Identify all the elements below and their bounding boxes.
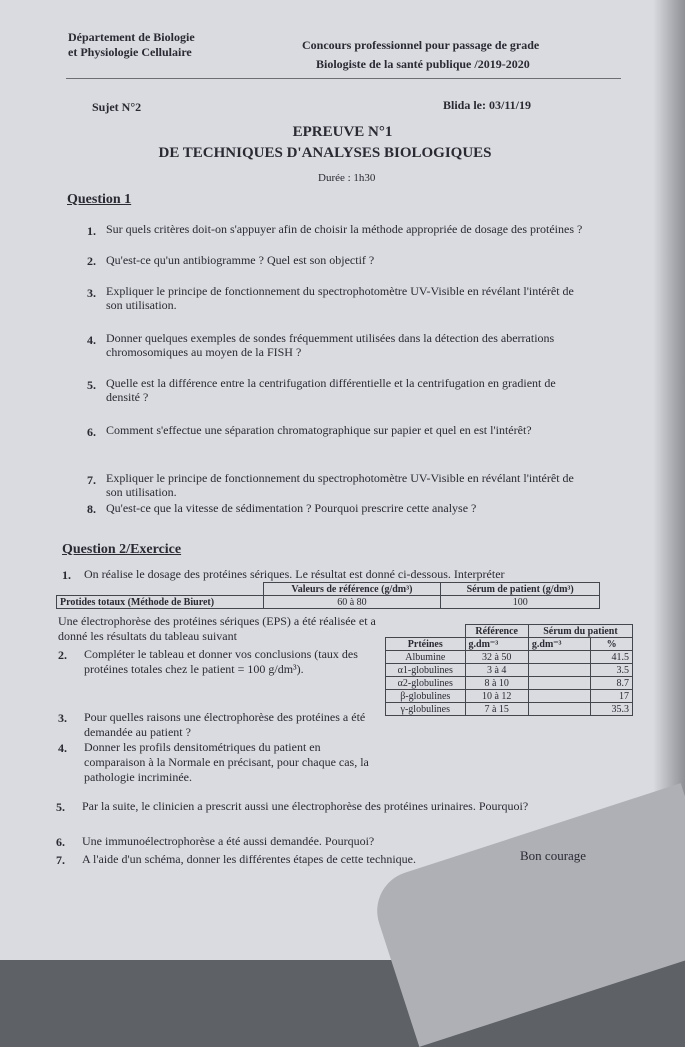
q2-item7-number: 7. xyxy=(56,853,65,867)
exam-title-line2: DE TECHNIQUES D'ANALYSES BIOLOGIQUES xyxy=(158,145,492,161)
closing-text: Bon courage xyxy=(520,848,587,863)
header-rule xyxy=(66,78,621,79)
table2-col-patient: Sérum du patient xyxy=(528,625,632,638)
q1-item-text: Qu'est-ce que la vitesse de sédimentation ? Pourquoi prescrire cette analyse ? xyxy=(106,501,477,515)
question2-heading: Question 2/Exercice xyxy=(62,542,182,557)
q2-item4-number: 4. xyxy=(58,741,67,755)
q1-item-text: Expliquer le principe de fonctionnement du spectrophotomètre UV-Visible en révélant l'intérêt de son utilisation. xyxy=(106,471,574,499)
protein-name: β-globulines xyxy=(386,690,466,703)
table-row xyxy=(386,664,633,677)
table-row xyxy=(386,677,633,690)
protein-name: γ-globulines xyxy=(386,703,466,716)
table1-ref-value: 60 à 80 xyxy=(263,596,441,609)
protein-ref: 32 à 50 xyxy=(465,651,528,664)
page-curl xyxy=(367,783,685,1047)
exam-title-line1: EPREUVE N°1 xyxy=(292,124,393,140)
q1-item-text: Donner quelques exemples de sondes fréquemment utilisées dans la détection des aberrations chromosomiques au moyen de la FISH ? xyxy=(106,331,555,359)
table2-unit-pct: % xyxy=(591,638,633,651)
table1-row-label: Protides totaux (Méthode de Biuret) xyxy=(57,596,264,609)
table1-col-ref: Valeurs de référence (g/dm³) xyxy=(263,583,441,596)
q2-item2-text: Compléter le tableau et donner vos conclusions (taux des protéines totales chez le patient = 100 g/dm³). xyxy=(84,647,358,676)
place-date: Blida le: 03/11/19 xyxy=(443,98,532,112)
question1-heading: Question 1 xyxy=(67,192,132,207)
q2-item6-number: 6. xyxy=(56,835,65,849)
exam-duration: Durée : 1h30 xyxy=(318,172,376,184)
q2-item3-text: Pour quelles raisons une électrophorèse des protéines a été demandée au patient ? xyxy=(84,710,366,739)
table1-patient-value: 100 xyxy=(441,596,600,609)
protein-name: α1-globulines xyxy=(386,664,466,677)
protein-gdm xyxy=(528,664,590,677)
table-row xyxy=(386,690,633,703)
protein-pct: 17 xyxy=(591,690,633,703)
q2-item3-number: 3. xyxy=(58,711,67,725)
protein-gdm xyxy=(528,651,590,664)
protein-gdm xyxy=(528,677,590,690)
q2-item7-text: A l'aide d'un schéma, donner les différentes étapes de cette technique. xyxy=(82,852,416,866)
protein-ref: 3 à 4 xyxy=(465,664,528,677)
q1-item-text: Qu'est-ce qu'un antibiogramme ? Quel est son objectif ? xyxy=(106,253,375,267)
contest-line2: Biologiste de la santé publique /2019-2020 xyxy=(316,57,530,71)
table2-col-ref: Référence xyxy=(465,625,528,638)
q1-item-text: Sur quels critères doit-on s'appuyer afin de choisir la méthode appropriée de dosage des protéines ? xyxy=(106,222,583,236)
contest-line1: Concours professionnel pour passage de grade xyxy=(302,38,540,52)
protein-ref: 10 à 12 xyxy=(465,690,528,703)
q2-item5-text: Par la suite, le clinicien a prescrit aussi une électrophorèse des protéines urinaires. Pourquoi? xyxy=(82,799,529,813)
table-row xyxy=(386,703,633,716)
q1-item-number: 5. xyxy=(87,378,96,392)
q1-item-text: Comment s'effectue une séparation chromatographique sur papier et quel en est l'intérêt? xyxy=(106,423,532,437)
eps-intro-text: Une électrophorèse des protéines sériques (EPS) a été réalisée et a donné les résultats du tableau suivant xyxy=(58,614,376,643)
q1-item-number: 3. xyxy=(87,286,96,300)
protein-pct: 8.7 xyxy=(591,677,633,690)
subject-number: Sujet N°2 xyxy=(92,100,142,114)
q2-item1-number: 1. xyxy=(62,568,71,582)
department-line1: Département de Biologie xyxy=(68,30,195,44)
q1-item-number: 7. xyxy=(87,473,96,487)
table2-col-proteins: Prtéines xyxy=(386,638,466,651)
protein-ref: 8 à 10 xyxy=(465,677,528,690)
table2-unit-patient: g.dm⁻³ xyxy=(528,638,590,651)
q1-item-number: 6. xyxy=(87,425,96,439)
table2-unit-ref: g.dm⁻³ xyxy=(465,638,528,651)
department-line2: et Physiologie Cellulaire xyxy=(68,45,192,59)
table-row xyxy=(386,651,633,664)
q1-item-number: 8. xyxy=(87,502,96,516)
table1-col-patient: Sérum de patient (g/dm³) xyxy=(441,583,600,596)
q2-item4-text: Donner les profils densitométriques du patient en comparaison à la Normale en précisant, pour chaque cas, la pathologie incriminée. xyxy=(84,740,369,784)
protein-pct: 3.5 xyxy=(591,664,633,677)
q1-item-number: 1. xyxy=(87,224,96,238)
protein-gdm xyxy=(528,703,590,716)
q1-item-text: Quelle est la différence entre la centrifugation différentielle et la centrifugation en gradient de densité ? xyxy=(106,376,556,404)
protein-ref: 7 à 15 xyxy=(465,703,528,716)
protein-pct: 35.3 xyxy=(591,703,633,716)
protein-pct: 41.5 xyxy=(591,651,633,664)
q1-item-number: 4. xyxy=(87,333,96,347)
protein-name: α2-globulines xyxy=(386,677,466,690)
total-protein-table xyxy=(56,582,600,609)
protein-name: Albumine xyxy=(386,651,466,664)
protein-gdm xyxy=(528,690,590,703)
q2-item6-text: Une immunoélectrophorèse a été aussi demandée. Pourquoi? xyxy=(82,834,375,848)
electrophoresis-table xyxy=(385,624,633,716)
q2-item1-text: On réalise le dosage des protéines sériques. Le résultat est donné ci-dessous. Interpréter xyxy=(84,567,505,581)
q2-item2-number: 2. xyxy=(58,648,67,662)
q1-item-text: Expliquer le principe de fonctionnement du spectrophotomètre UV-Visible en révélant l'intérêt de son utilisation. xyxy=(106,284,574,312)
q1-item-number: 2. xyxy=(87,254,96,268)
q2-item5-number: 5. xyxy=(56,800,65,814)
